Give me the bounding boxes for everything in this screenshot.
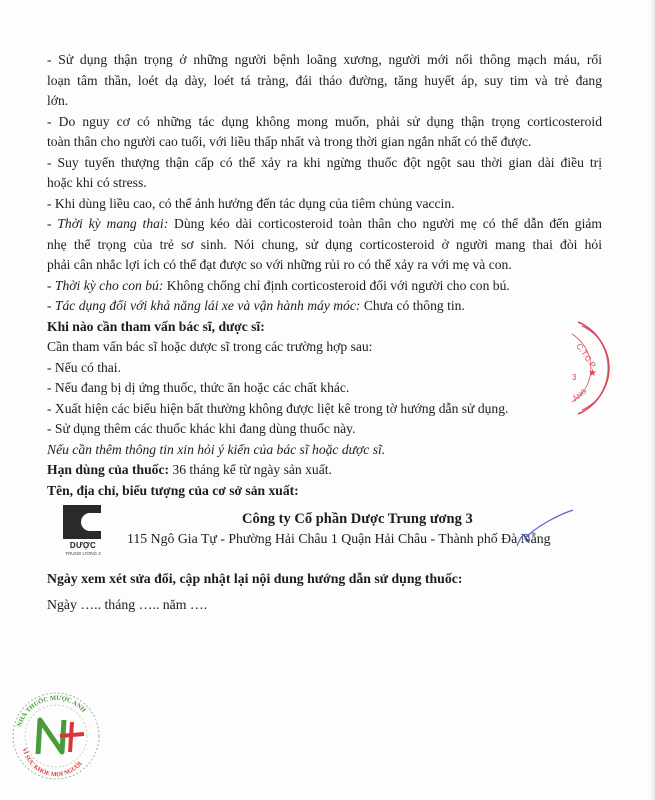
shelf-life-text: 36 tháng kể từ ngày sản xuất. xyxy=(169,462,332,477)
body-line: - Khi dùng liều cao, có thể ảnh hưởng đến tác dụng của tiêm chủng vaccin. xyxy=(47,195,455,211)
svg-text:NHÀ THUỐC MƯỢC ANH: NHÀ THUỐC MƯỢC ANH xyxy=(16,694,87,728)
shelf-life-line xyxy=(47,460,602,481)
consult-intro: Cần tham vấn bác sĩ hoặc dược sĩ trong các trường hợp sau: xyxy=(47,339,373,354)
consult-item: - Sử dụng thêm các thuốc khác khi đang dùng thuốc này. xyxy=(47,421,356,436)
consult-item: - Nếu đang bị dị ứng thuốc, thức ăn hoặc các chất khác. xyxy=(47,380,350,395)
svg-text:C.T.C.P: C.T.C.P xyxy=(574,341,598,370)
pregnancy-label: - Thời kỳ mang thai: xyxy=(47,216,169,231)
review-section xyxy=(47,566,462,618)
company-stamp-icon xyxy=(568,318,655,418)
body-line: - Sử dụng thận trọng ở những người bệnh loãng xương, người mới nối thông mạch máu, rối xyxy=(47,52,602,67)
pregnancy-line-1 xyxy=(47,214,602,235)
driving-line xyxy=(47,296,602,317)
driving-label: - Tác dụng đối với khả năng lái xe và vận hành máy móc: xyxy=(47,298,361,313)
body-line: loạn tâm thần, loét dạ dày, loét tá tràng, đái tháo đường, tăng huyết áp, suy tim và trẻ đang xyxy=(47,72,602,88)
breastfeeding-line xyxy=(47,276,602,297)
consult-heading: Khi nào cần tham vấn bác sĩ, dược sĩ: xyxy=(47,318,265,334)
body-line: - Suy tuyến thượng thận cấp có thể xảy ra khi ngừng thuốc đột ngột sau thời gian dài điều trị xyxy=(47,154,602,170)
body-line: - Do nguy cơ có những tác dụng không mong muốn, phải sử dụng thận trọng corticosteroid xyxy=(47,113,602,129)
company-address: 115 Ngô Gia Tự - Phường Hải Châu 1 Quận Hải Châu - Thành phố Đà Nẵng xyxy=(127,531,551,546)
consult-item: - Xuất hiện các biểu hiện bất thường không được liệt kê trong tờ hướng dẫn sử dụng. xyxy=(47,400,509,416)
svg-text:3: 3 xyxy=(572,373,577,382)
review-heading: Ngày xem xét sửa đổi, cập nhật lại nội dung hướng dẫn sử dụng thuốc: xyxy=(47,571,463,586)
consult-note: Nếu cần thêm thông tin xin hỏi ý kiến của bác sĩ hoặc dược sĩ. xyxy=(47,441,386,457)
shelf-life-label: Hạn dùng của thuốc: xyxy=(47,462,169,477)
consult-item: - Nếu có thai. xyxy=(47,359,121,375)
driving-text: Chưa có thông tin. xyxy=(360,298,465,313)
pregnancy-line-2: nhẹ thể trọng của trẻ sơ sinh. Nói chung, sử dụng corticosteroid ở người mang thai đòi hỏi xyxy=(47,236,602,252)
breastfeeding-text: Không chống chỉ định corticosteroid đối với người cho con bú. xyxy=(163,277,510,293)
body-line: lớn. xyxy=(47,93,69,108)
body-line: toàn thân cho người cao tuổi, với liều thấp nhất và trong thời gian ngắn nhất có thể được. xyxy=(47,134,532,149)
body-line: hoặc khi có stress. xyxy=(47,175,147,190)
company-logo-text: DƯỢC xyxy=(69,541,97,550)
breastfeeding-label: - Thời kỳ cho con bú: xyxy=(47,277,164,293)
company-logo-subtext: TRUNG ƯƠNG 3 xyxy=(65,551,101,556)
review-date-line: Ngày ….. tháng ….. năm …. xyxy=(47,597,208,612)
company-name: Công ty Cổ phần Dược Trung ương 3 xyxy=(242,511,473,527)
svg-text:★: ★ xyxy=(588,368,597,379)
document-page xyxy=(47,50,602,501)
manufacturer-heading: Tên, địa chỉ, biểu tượng của cơ sở sản xuất: xyxy=(47,482,299,498)
pharmacy-stamp-icon xyxy=(10,690,102,782)
svg-text:ẴNG: ẴNG xyxy=(572,388,589,404)
pregnancy-line-3: phải cân nhắc lợi ích có thể đạt được so với những rủi ro có thể xảy ra với mẹ và con. xyxy=(47,257,512,272)
pregnancy-text: Dùng kéo dài corticosteroid toàn thân cho người mẹ có thể dẫn đến giảm xyxy=(168,216,602,231)
signature-icon xyxy=(515,508,575,548)
svg-text:VÌ SỨC KHỎE MỌI NGƯỜI: VÌ SỨC KHỎE MỌI NGƯỜI xyxy=(20,747,84,779)
